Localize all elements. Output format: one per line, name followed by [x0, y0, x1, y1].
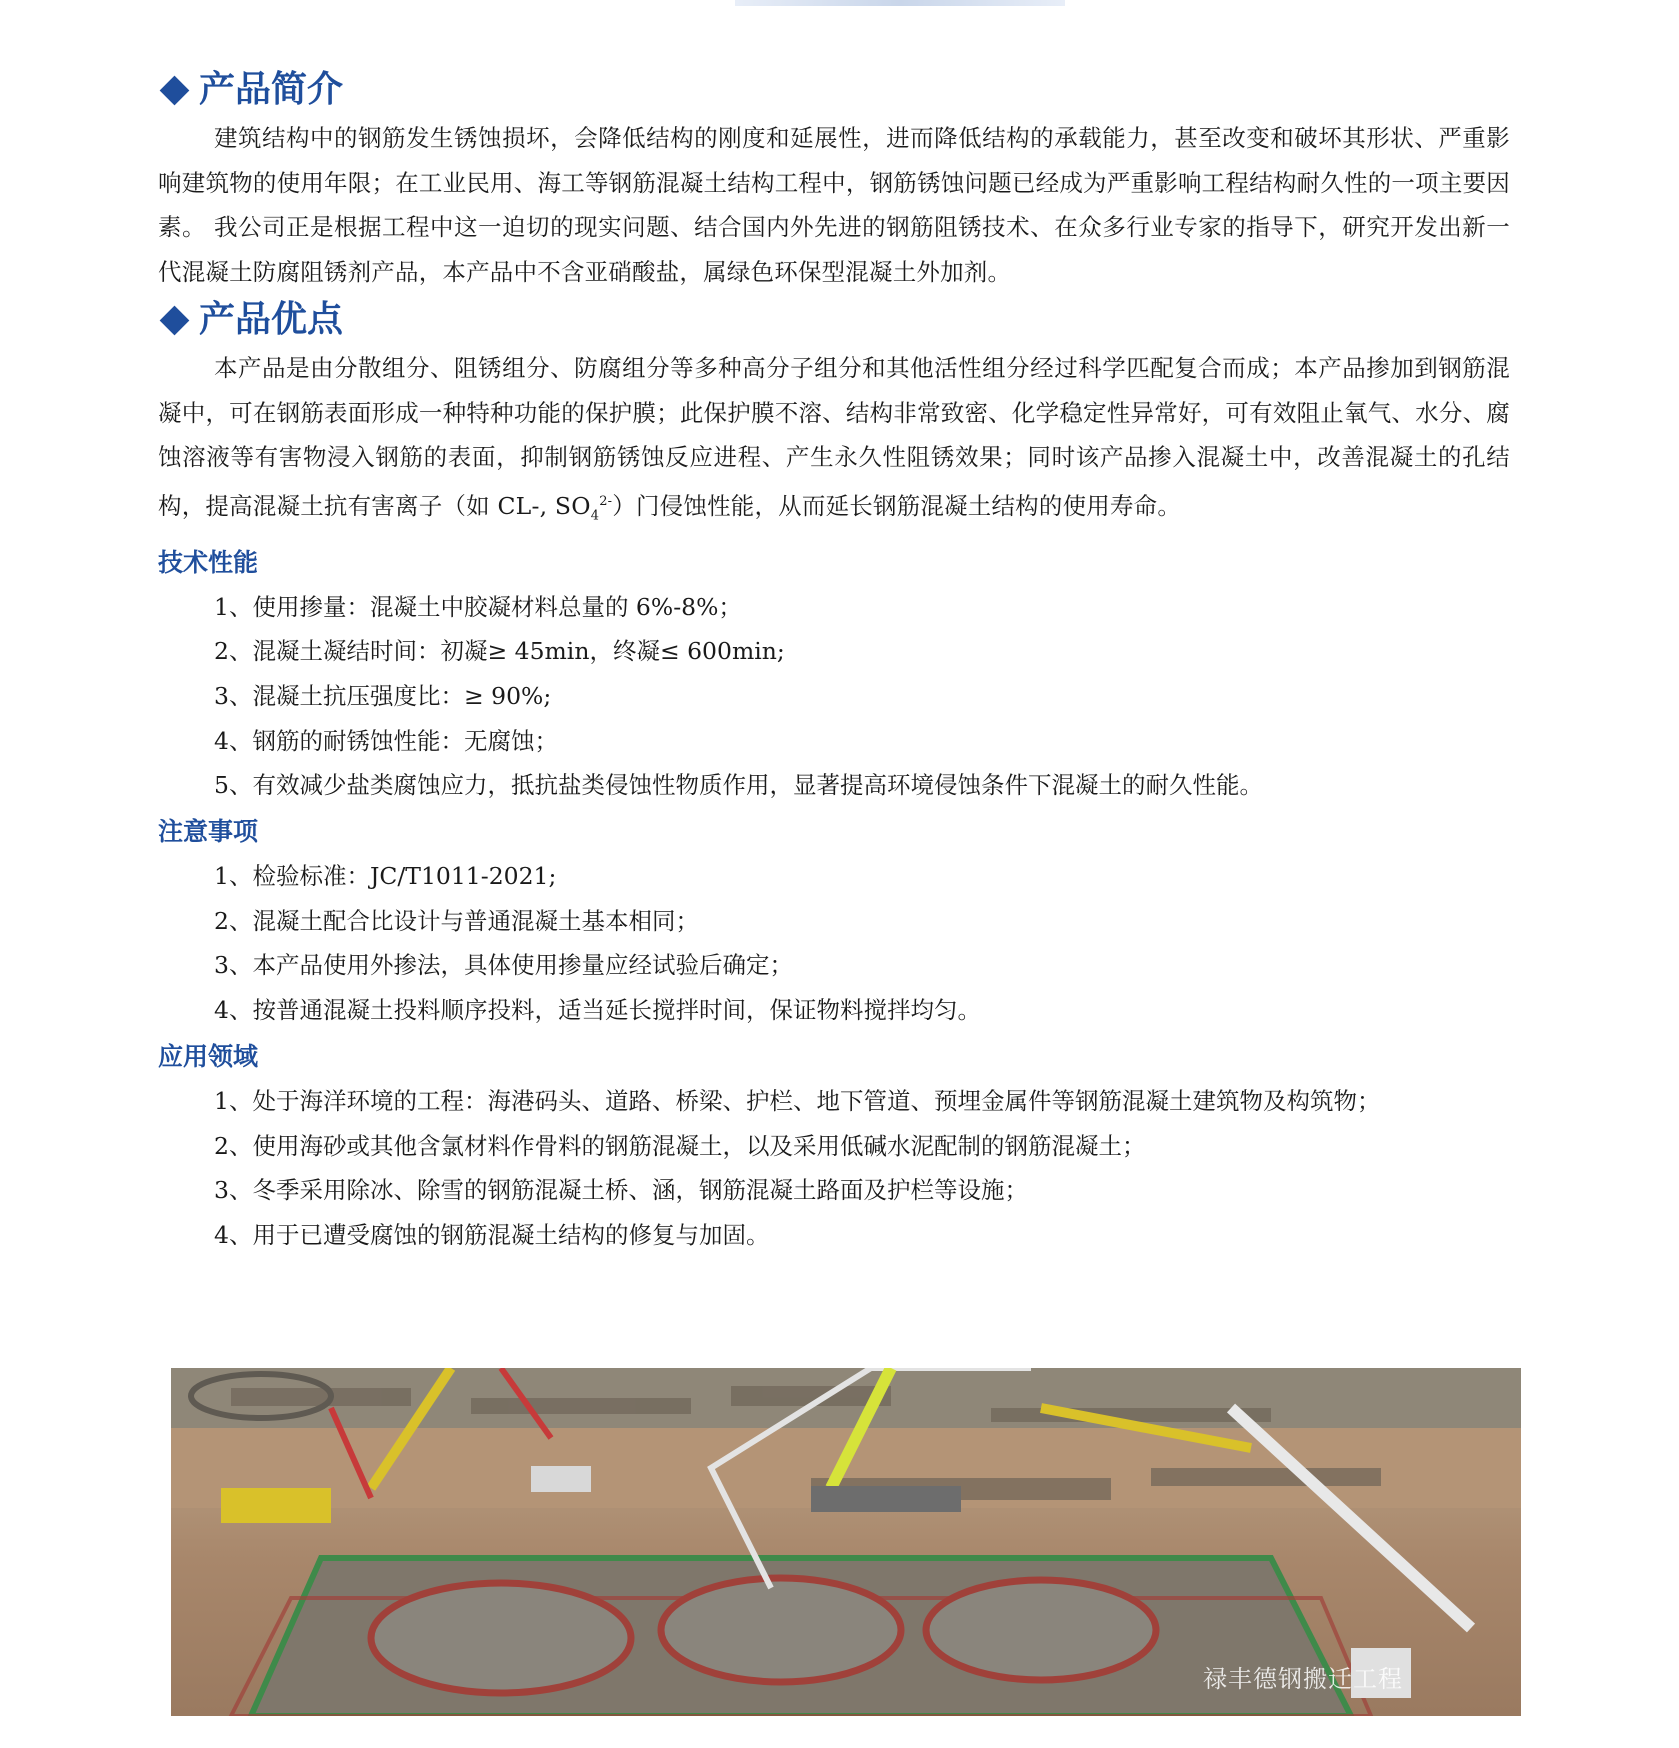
sulfate-superscript: 2- [599, 493, 613, 509]
diamond-bullet-icon [160, 75, 190, 105]
list-item: 4、钢筋的耐锈蚀性能：无腐蚀； [214, 726, 558, 755]
list-item: 3、混凝土抗压强度比：≥ 90%; [214, 681, 552, 710]
sulfate-subscript: 4 [590, 508, 600, 524]
construction-site-photo [171, 1368, 1521, 1716]
notes-title: 注意事项 [158, 817, 259, 847]
intro-paragraph: 建筑结构中的钢筋发生锈蚀损坏，会降低结构的刚度和延展性，进而降低结构的承载能力，甚至改变和破坏其形状、严重影响建筑物的使用年限；在工业民用、海工等钢筋混凝土结构工程中，钢筋锈蚀问题已经成为严重影响工程结构耐久性的一项主要因素。 我公司正是根据工程中这一迫切的现实问题、结合国内外先进的钢筋阻锈技术、在众多行业专家的指导下，研究开发出新一代混凝土防腐阻锈剂产品，本产品中不含亚硝酸盐，属绿色环保型混凝土外加剂。 [158, 124, 1510, 286]
advantages-paragraph [158, 346, 1510, 539]
document-body [158, 64, 1510, 1258]
advantages-text-part2: ）门侵蚀性能，从而延长钢筋混凝土结构的使用寿命。 [612, 491, 1182, 520]
intro-title: 产品简介 [199, 69, 344, 110]
header-decoration [735, 0, 1065, 6]
list-item: 4、按普通混凝土投料顺序投料，适当延长搅拌时间，保证物料搅拌均匀。 [214, 996, 981, 1025]
tech-list [158, 585, 1510, 809]
list-item: 5、有效减少盐类腐蚀应力，抵抗盐类侵蚀性物质作用，显著提高环境侵蚀条件下混凝土的耐久性能。 [214, 771, 1263, 800]
list-item: 2、使用海砂或其他含氯材料作骨料的钢筋混凝土，以及采用低碱水泥配制的钢筋混凝土； [214, 1131, 1146, 1160]
section-title-advantages [158, 294, 1510, 346]
tech-title: 技术性能 [158, 547, 259, 577]
advantages-title: 产品优点 [199, 299, 344, 340]
notes-list [158, 854, 1510, 1033]
list-item: 2、混凝土凝结时间：初凝≥ 45min，终凝≤ 600min; [214, 637, 785, 666]
list-item: 3、本产品使用外掺法，具体使用掺量应经试验后确定； [214, 951, 793, 980]
list-item: 1、检验标准：JC/T1011-2021; [214, 862, 557, 891]
list-item: 2、混凝土配合比设计与普通混凝土基本相同； [214, 906, 699, 935]
list-item: 1、处于海洋环境的工程：海港码头、道路、桥梁、护栏、地下管道、预埋金属件等钢筋混凝土建筑物及构筑物； [214, 1086, 1381, 1115]
applications-title: 应用领域 [158, 1041, 259, 1071]
list-item: 1、使用掺量：混凝土中胶凝材料总量的 6%-8%； [214, 592, 742, 621]
advantages-text-part1: 本产品是由分散组分、阻锈组分、防腐组分等多种高分子组分和其他活性组分经过科学匹配复合而成；本产品掺加到钢筋混凝中，可在钢筋表面形成一种特种功能的保护膜；此保护膜不溶、结构非常致密、化学稳定性异常好，可有效阻止氧气、水分、腐蚀溶液等有害物浸入钢筋的表面，抑制钢筋锈蚀反应进程、产生永久性阻锈效果；同时该产品掺入混凝土中，改善混凝土的孔结构，提高混凝土抗有害离子（如 CL-, SO [158, 354, 1510, 520]
applications-list [158, 1079, 1510, 1258]
section-title-intro [158, 64, 1510, 116]
photo-caption: 禄丰德钢搬迁工程 [1203, 1665, 1403, 1693]
list-item: 4、用于已遭受腐蚀的钢筋混凝土结构的修复与加固。 [214, 1220, 770, 1249]
list-item: 3、冬季采用除冰、除雪的钢筋混凝土桥、涵，钢筋混凝土路面及护栏等设施； [214, 1176, 1028, 1205]
diamond-bullet-icon [160, 305, 190, 335]
